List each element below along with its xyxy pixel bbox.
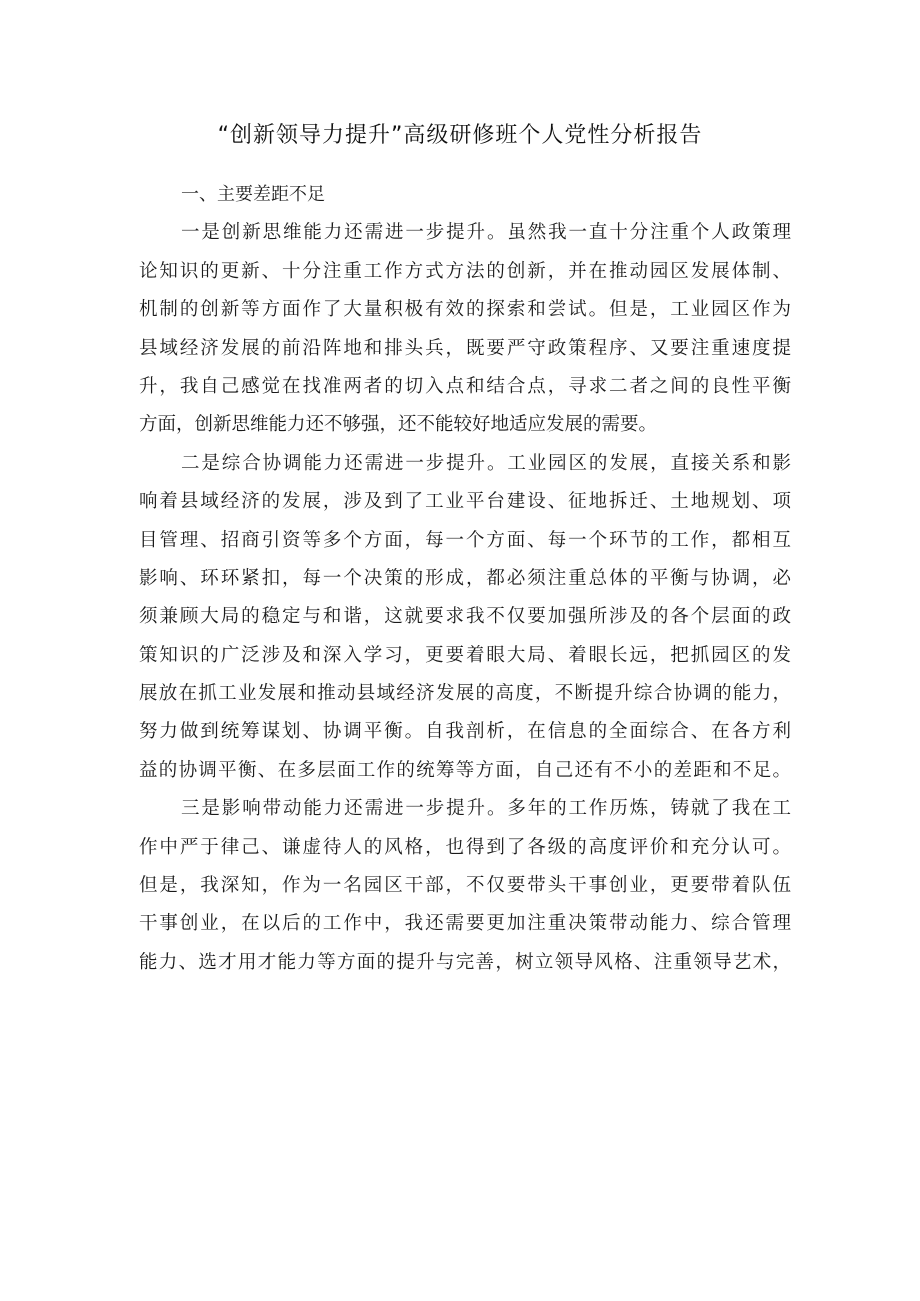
paragraph-3-line-4: 干事创业，在以后的工作中，我还需要更加注重决策带动能力、综合管理 (139, 913, 791, 935)
document-title: “创新领导力提升”高级研修班个人党性分析报告 (217, 123, 703, 148)
paragraph-2-line-5: 须兼顾大局的稳定与和谐，这就要求我不仅要加强所涉及的各个层面的政 (139, 606, 791, 628)
paragraph-1-line-4: 县域经济发展的前沿阵地和排头兵，既要严守政策程序、又要注重速度提 (139, 337, 791, 359)
section-heading: 一、主要差距不足 (181, 184, 325, 205)
paragraph-1-line-6: 方面，创新思维能力还不够强，还不能较好地适应发展的需要。 (139, 414, 658, 436)
paragraph-1-line-1: 一是创新思维能力还需进一步提升。虽然我一直十分注重个人政策理 (181, 222, 791, 244)
paragraph-3-line-3: 但是，我深知，作为一名园区干部，不仅要带头干事创业，更要带着队伍 (139, 875, 791, 897)
paragraph-2-line-7: 展放在抓工业发展和推动县域经济发展的高度，不断提升综合协调的能力， (139, 683, 791, 705)
paragraph-2-line-2: 响着县域经济的发展，涉及到了工业平台建设、征地拆迁、土地规划、项 (139, 491, 791, 513)
paragraph-3-line-1: 三是影响带动能力还需进一步提升。多年的工作历炼，铸就了我在工 (181, 798, 791, 820)
paragraph-2-line-8: 努力做到统筹谋划、协调平衡。自我剖析，在信息的全面综合、在各方利 (139, 721, 791, 743)
paragraph-2-line-9: 益的协调平衡、在多层面工作的统筹等方面，自己还有不小的差距和不足。 (139, 759, 791, 781)
paragraph-1-line-3: 机制的创新等方面作了大量积极有效的探索和尝试。但是，工业园区作为 (139, 299, 791, 321)
paragraph-2-line-1: 二是综合协调能力还需进一步提升。工业园区的发展，直接关系和影 (181, 452, 791, 474)
paragraph-1-line-5: 升，我自己感觉在找准两者的切入点和结合点，寻求二者之间的良性平衡 (139, 375, 791, 397)
document-body (139, 176, 791, 982)
paragraph-2-line-3: 目管理、招商引资等多个方面，每一个方面、每一个环节的工作，都相互 (139, 529, 791, 551)
paragraph-2-line-4: 影响、环环紧扣，每一个决策的形成，都必须注重总体的平衡与协调，必 (139, 567, 791, 589)
paragraph-3-line-2: 作中严于律己、谦虚待人的风格，也得到了各级的高度评价和充分认可。 (139, 836, 791, 858)
paragraph-2-line-6: 策知识的广泛涉及和深入学习，更要着眼大局、着眼长远，把抓园区的发 (139, 644, 791, 666)
paragraph-1-line-2: 论知识的更新、十分注重工作方式方法的创新，并在推动园区发展体制、 (139, 260, 791, 282)
paragraph-3-line-5: 能力、选才用才能力等方面的提升与完善，树立领导风格、注重领导艺术， (139, 951, 791, 973)
